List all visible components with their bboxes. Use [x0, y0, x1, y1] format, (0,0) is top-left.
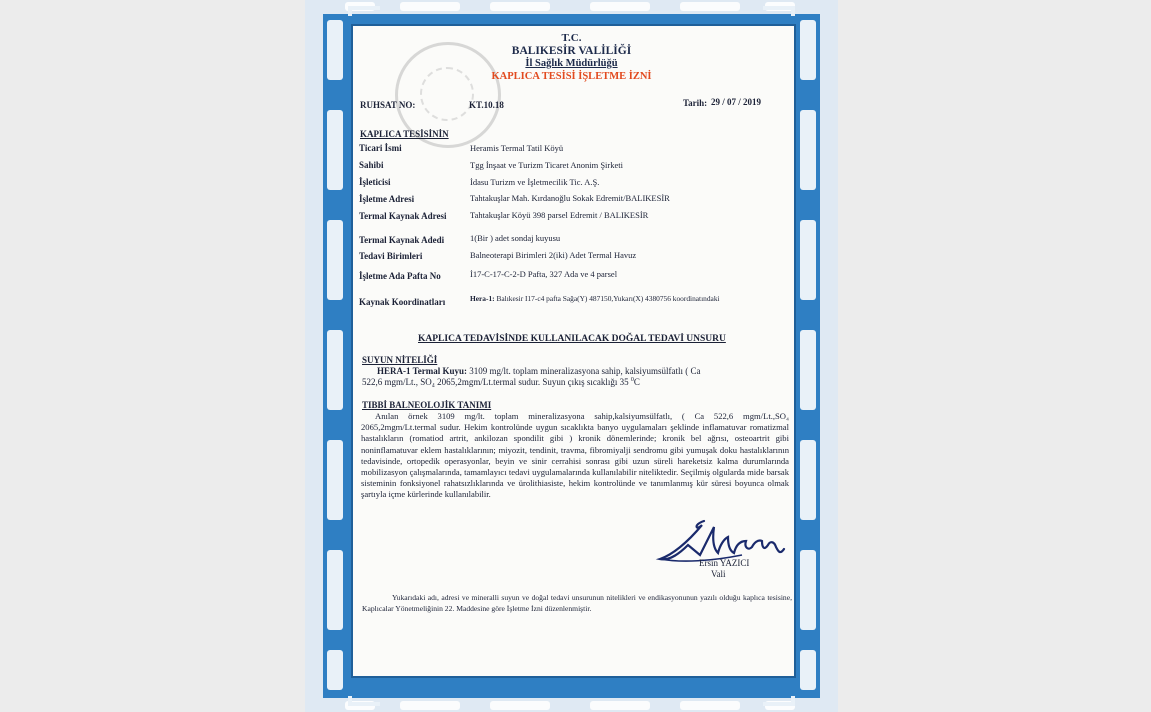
- balneology-heading: TIBBİ BALNEOLOJİK TANIMI: [362, 400, 492, 410]
- facility-value-source-address: Tahtakuşlar Köyü 398 parsel Edremit / BALIKESİR: [470, 210, 649, 220]
- date-value: 29 / 07 / 2019: [711, 97, 762, 107]
- facility-value-owner: Tgg İnşaat ve Turizm Ticaret Anonim Şirketi: [470, 160, 623, 170]
- document-title: KAPLICA TESİSİ İŞLETME İZNİ: [491, 71, 652, 82]
- governorate-heading: BALIKESİR VALİLİĞİ: [511, 45, 632, 57]
- directorate-heading: İl Sağlık Müdürlüğü: [525, 58, 618, 69]
- water-quality-line-1: HERA-1 Termal Kuyu: 3109 mg/lt. toplam mineralizasyona sahip, kalsiyumsülfatlı ( Ca: [377, 366, 701, 376]
- facility-heading: KAPLICA TESİSİNİN: [360, 129, 449, 139]
- permit-label: RUHSAT NO:: [360, 100, 416, 110]
- facility-label-address: İşletme Adresi: [359, 194, 415, 204]
- facility-value-address: Tahtakuşlar Mah. Kırdanoğlu Sokak Edremit/BALIKESİR: [470, 193, 670, 203]
- balneology-text: Anılan örnek 3109 mg/lt. toplam mineralizasyona sahip,kalsiyumsülfatlı, ( Ca 522,6 mgm/Lt.,SO₄ 2065,2mgm/Lt.termal sudur. Hekim kontrolünde uygun sıcaklıkta banyo uygulamaları şeklinde inflamatuvar romatizmal hastalıkların (romatiod artrit, ankilozan spondilit gibi ) kronik dönemlerinde; kronik bel ağrısı, osteoartrit gibi noninflamatuvar eklem hastalıklarının; miyozit, tendinit, travma, fibromiyalji sendromu gibi yumuşak doku hastalıklarının tedavisinde, ortopedik operasyonlar, beyin ve sinir cerrahisi sonrası gibi uzun süreli hareketsiz kalma durumlarında mobilizasyon çalışmalarında, tamamlayıcı tedavi uygulamalarında kullanılabilir niteliktedir. Seçilmiş olgularda mide barsak sisteminin fonksiyonel rahatsızlıklarında ve ürolithiasiste, hekim kontrolünde ve tanımlanmış kür süresi boyunca olmak şartıyla içme kürlerinde kullanılabilir.: [361, 411, 789, 500]
- signatory-name: Ersin YAZICI: [699, 558, 750, 568]
- treatment-heading: KAPLICA TEDAVİSİNDE KULLANILACAK DOĞAL TEDAVİ UNSURU: [418, 334, 726, 344]
- facility-value-treatment-units: Balneoterapi Birimleri 2(iki) Adet Termal Havuz: [470, 250, 637, 260]
- facility-label-trade-name: Ticari İsmi: [359, 143, 402, 153]
- facility-label-parcel: İşletme Ada Pafta No: [359, 271, 441, 281]
- facility-value-coordinates: Hera-1: Balıkesir I17-c4 pafta Sağa(Y) 487150,Yukarı(X) 4380756 koordinatındaki: [470, 294, 720, 303]
- facility-value-operator: İdasu Turizm ve İşletmecilik Tic. A.Ş.: [470, 177, 600, 187]
- tc-heading: T.C.: [561, 32, 582, 44]
- signatory-title: Vali: [711, 569, 726, 579]
- water-quality-line-2: 522,6 mgm/Lt., SO₄ 2065,2mgm/Lt.termal sudur. Suyun çıkış sıcaklığı 35 $^0$C: [362, 377, 640, 387]
- facility-label-source-address: Termal Kaynak Adresi: [359, 211, 447, 221]
- facility-label-owner: Sahibi: [359, 160, 384, 170]
- facility-label-source-count: Termal Kaynak Adedi: [359, 235, 445, 245]
- facility-value-trade-name: Heramis Termal Tatil Köyü: [470, 143, 564, 153]
- water-quality-heading: SUYUN NİTELİĞİ: [362, 355, 438, 365]
- facility-value-parcel: İ17-C-17-C-2-D Pafta, 327 Ada ve 4 parsel: [470, 269, 618, 279]
- footer-statement: Yukarıdaki adı, adresi ve mineralli suyun ve doğal tedavi unsurunun nitelikleri ve endikasyonunun yazılı olduğu kaplıca tesisine, Kaplıcalar Yönetmeliğinin 22. Maddesine göre İşletme İzni düzenlenmiştir.: [362, 593, 792, 613]
- permit-number: KT.10.18: [469, 100, 504, 110]
- date-label: Tarih:: [683, 98, 708, 108]
- facility-label-treatment-units: Tedavi Birimleri: [359, 251, 423, 261]
- facility-label-coordinates: Kaynak Koordinatları: [359, 297, 446, 307]
- facility-value-source-count: 1(Bir ) adet sondaj kuyusu: [470, 233, 561, 243]
- facility-label-operator: İşleticisi: [359, 177, 391, 187]
